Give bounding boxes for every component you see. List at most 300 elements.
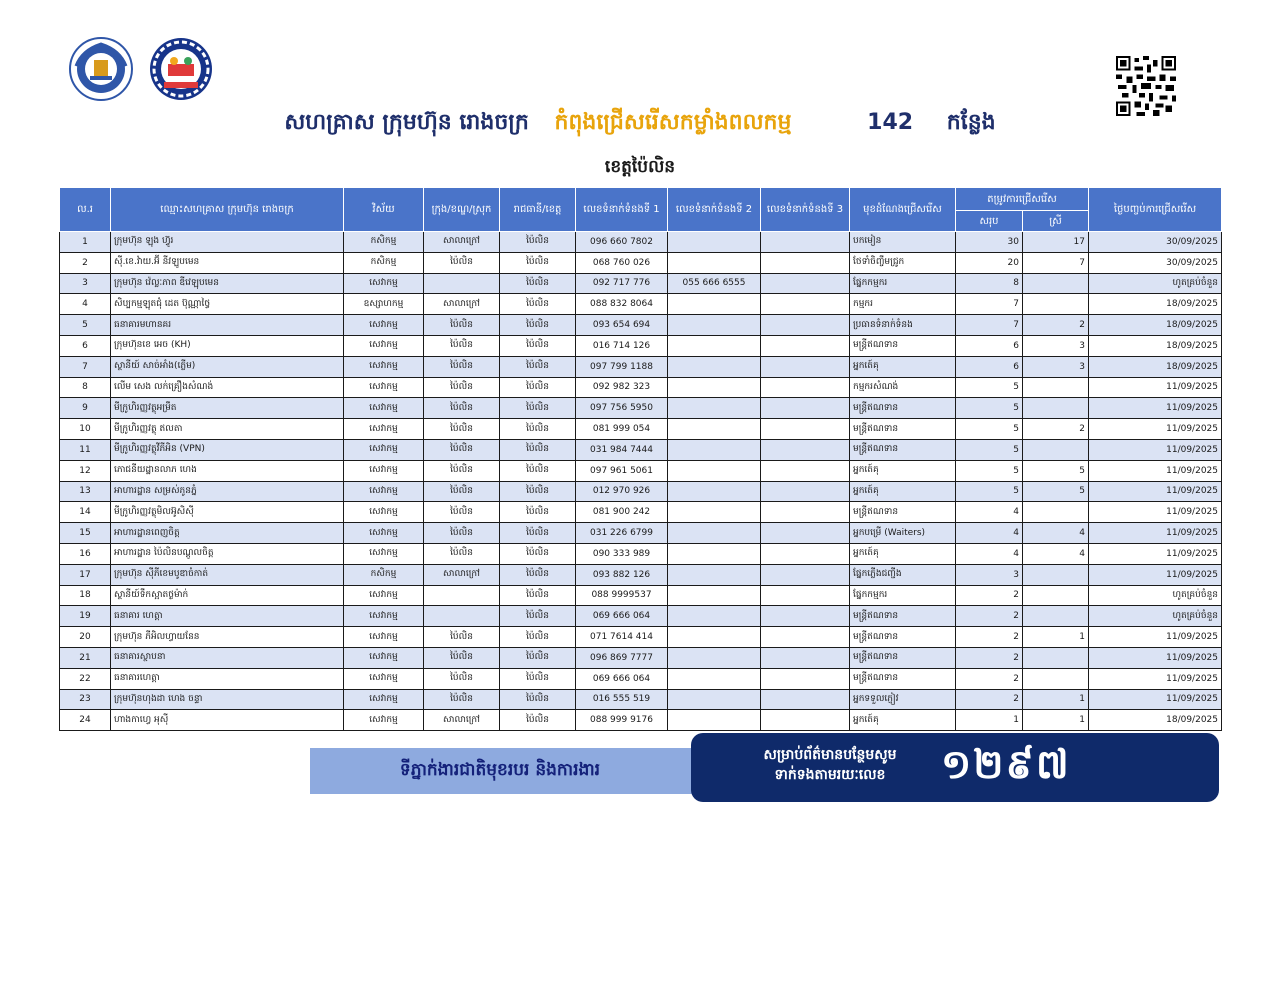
cell-phone3 xyxy=(761,647,850,668)
cell-no: 24 xyxy=(60,710,111,731)
cell-phone1: 016 555 519 xyxy=(576,689,668,710)
cell-sector: សេវាកម្ម xyxy=(344,502,424,523)
table-row xyxy=(60,294,1222,315)
cell-position: ថែទាំចិញ្ចឹមជ្រូក xyxy=(850,252,956,273)
table-row xyxy=(60,481,1222,502)
cell-female: 5 xyxy=(1023,481,1089,502)
table-row xyxy=(60,398,1222,419)
cell-name: ក្រុមហ៊ុនហុងដា ហេង ចន្ទា xyxy=(111,689,344,710)
cell-deadline: 18/09/2025 xyxy=(1089,335,1222,356)
cell-phone3 xyxy=(761,439,850,460)
cell-position: មន្ត្រីឥណទាន xyxy=(850,606,956,627)
agency-name: ទីភ្នាក់ងារជាតិមុខរបរ និងការងារ xyxy=(399,759,601,780)
cell-no: 6 xyxy=(60,335,111,356)
hotline-info-line2: ទាក់ទងតាមរយៈលេខ xyxy=(774,767,886,783)
cell-female: 3 xyxy=(1023,335,1089,356)
cell-district: ប៉ៃលិន xyxy=(424,315,500,336)
cell-female: 2 xyxy=(1023,315,1089,336)
cell-phone2 xyxy=(668,419,761,440)
qr-code-icon xyxy=(1116,56,1176,116)
title-unit: កន្លែង xyxy=(946,110,996,135)
cell-province: ប៉ៃលិន xyxy=(500,419,576,440)
cell-position: អ្នកតេ៍គុ xyxy=(850,356,956,377)
cell-position: អ្នកតេ៍គុ xyxy=(850,460,956,481)
title-recruiting: កំពុងជ្រើសរើសកម្លាំងពលកម្ម xyxy=(554,110,792,135)
cell-sector: សេវាកម្ម xyxy=(344,398,424,419)
cell-name: អាហារដ្ឋានពេញចិត្ត xyxy=(111,523,344,544)
cell-female: 4 xyxy=(1023,543,1089,564)
cell-sector: កសិកម្ម xyxy=(344,252,424,273)
cell-sector: សេវាកម្ម xyxy=(344,543,424,564)
cell-phone3 xyxy=(761,668,850,689)
cell-deadline: 11/09/2025 xyxy=(1089,419,1222,440)
header-deadline: ថ្ងៃបញ្ចប់ការជ្រើសរើស xyxy=(1089,188,1222,232)
cell-phone3 xyxy=(761,585,850,606)
header-total: សរុប xyxy=(956,211,1023,232)
cell-deadline: 18/09/2025 xyxy=(1089,356,1222,377)
cell-deadline: 11/09/2025 xyxy=(1089,502,1222,523)
cell-name: ក្រុមហ៊ុនខេ អេច (KH) xyxy=(111,335,344,356)
cell-name: មីក្រូហិរញ្ញវត្ថុវីភីអិន (VPN) xyxy=(111,439,344,460)
cell-total: 5 xyxy=(956,481,1023,502)
cell-phone1: 068 760 026 xyxy=(576,252,668,273)
cell-total: 5 xyxy=(956,460,1023,481)
cell-phone2 xyxy=(668,377,761,398)
cell-district: ប៉ៃលិន xyxy=(424,335,500,356)
cell-phone2 xyxy=(668,232,761,253)
table-row xyxy=(60,335,1222,356)
cell-phone3 xyxy=(761,710,850,731)
cell-deadline: 11/09/2025 xyxy=(1089,460,1222,481)
hotline-info xyxy=(735,745,925,785)
cell-name: ធនាគារ ហេត្តា xyxy=(111,606,344,627)
cell-phone1: 097 799 1188 xyxy=(576,356,668,377)
cell-district: ប៉ៃលិន xyxy=(424,689,500,710)
cell-phone1: 031 226 6799 xyxy=(576,523,668,544)
cell-phone3 xyxy=(761,419,850,440)
cell-total: 5 xyxy=(956,377,1023,398)
cell-female xyxy=(1023,502,1089,523)
cell-position: កម្មករ xyxy=(850,294,956,315)
ministry-seal-icon xyxy=(68,36,134,102)
cell-deadline: 18/09/2025 xyxy=(1089,315,1222,336)
table-row xyxy=(60,502,1222,523)
header-sector: វិស័យ xyxy=(344,188,424,232)
cell-female: 5 xyxy=(1023,460,1089,481)
cell-province: ប៉ៃលិន xyxy=(500,564,576,585)
table-row xyxy=(60,647,1222,668)
cell-no: 9 xyxy=(60,398,111,419)
cell-deadline: 18/09/2025 xyxy=(1089,710,1222,731)
cell-deadline: 11/09/2025 xyxy=(1089,564,1222,585)
cell-province: ប៉ៃលិន xyxy=(500,543,576,564)
cell-position: បកមៀន xyxy=(850,232,956,253)
cell-position: អ្នកបម្រើ (Waiters) xyxy=(850,523,956,544)
cell-female xyxy=(1023,585,1089,606)
cell-district: ប៉ៃលិន xyxy=(424,377,500,398)
cell-phone3 xyxy=(761,543,850,564)
cell-name: អាហារដ្ឋាន ប៉ៃលិនបណ្ដូលចិត្ត xyxy=(111,543,344,564)
province-subtitle: ខេត្តប៉ៃលិន xyxy=(604,157,676,177)
cell-district xyxy=(424,606,500,627)
cell-name: ក្រុមហ៊ុន ស៊ីភីខេមបូឌាចំកាត់ xyxy=(111,564,344,585)
cell-no: 23 xyxy=(60,689,111,710)
cell-phone3 xyxy=(761,606,850,627)
cell-name: ក្រុមហ៊ុន ភីអិលហ្វាយនែន xyxy=(111,627,344,648)
cell-sector: សេវាកម្ម xyxy=(344,647,424,668)
cell-name: ស្ថានីយ៍ សាច់អាំង(ភ្លើម) xyxy=(111,356,344,377)
cell-sector: សេវាកម្ម xyxy=(344,710,424,731)
cell-female xyxy=(1023,398,1089,419)
cell-phone1: 031 984 7444 xyxy=(576,439,668,460)
cell-no: 18 xyxy=(60,585,111,606)
cell-phone3 xyxy=(761,273,850,294)
cell-district: ប៉ៃលិន xyxy=(424,502,500,523)
cell-female xyxy=(1023,273,1089,294)
cell-phone3 xyxy=(761,564,850,585)
cell-phone3 xyxy=(761,460,850,481)
cell-sector: សេវាកម្ម xyxy=(344,273,424,294)
cell-no: 10 xyxy=(60,419,111,440)
cell-position: មន្ត្រីឥណទាន xyxy=(850,502,956,523)
cell-position: កម្មករសំណង់ xyxy=(850,377,956,398)
cell-name: ធនាគារមហានគរ xyxy=(111,315,344,336)
cell-name: ស៊ី.ខេ.វ៉ាយ.អ៊ី នីវឡូបមេន xyxy=(111,252,344,273)
cell-sector: សេវាកម្ម xyxy=(344,356,424,377)
cell-phone1: 096 660 7802 xyxy=(576,232,668,253)
cell-district: សាលាក្រៅ xyxy=(424,232,500,253)
cell-no: 1 xyxy=(60,232,111,253)
cell-phone2 xyxy=(668,585,761,606)
cell-female: 4 xyxy=(1023,523,1089,544)
cell-total: 3 xyxy=(956,564,1023,585)
cell-position: អ្នកតេ៍គុ xyxy=(850,481,956,502)
cell-total: 5 xyxy=(956,439,1023,460)
cell-phone2 xyxy=(668,439,761,460)
cell-total: 4 xyxy=(956,543,1023,564)
cell-phone2 xyxy=(668,252,761,273)
cell-phone1: 093 882 126 xyxy=(576,564,668,585)
cell-sector: សេវាកម្ម xyxy=(344,585,424,606)
table-row xyxy=(60,232,1222,253)
cell-phone1: 081 900 242 xyxy=(576,502,668,523)
cell-deadline: 30/09/2025 xyxy=(1089,232,1222,253)
cell-total: 1 xyxy=(956,710,1023,731)
cell-deadline: 11/09/2025 xyxy=(1089,523,1222,544)
cell-deadline: 11/09/2025 xyxy=(1089,627,1222,648)
hotline-banner xyxy=(691,733,1219,802)
cell-phone1: 081 999 054 xyxy=(576,419,668,440)
cell-sector: សេវាកម្ម xyxy=(344,419,424,440)
cell-no: 14 xyxy=(60,502,111,523)
cell-province: ប៉ៃលិន xyxy=(500,481,576,502)
cell-phone3 xyxy=(761,502,850,523)
hotline-number: ១២៩៧ xyxy=(941,742,1071,788)
cell-no: 17 xyxy=(60,564,111,585)
cell-sector: កសិកម្ម xyxy=(344,564,424,585)
cell-phone1: 069 666 064 xyxy=(576,606,668,627)
cell-position: អ្នកតេ៍គុ xyxy=(850,543,956,564)
cell-position: អ្នកទទួលភ្ញៀវ xyxy=(850,689,956,710)
cell-sector: សេវាកម្ម xyxy=(344,377,424,398)
cell-no: 3 xyxy=(60,273,111,294)
cell-deadline: 30/09/2025 xyxy=(1089,252,1222,273)
cell-sector: សេវាកម្ម xyxy=(344,627,424,648)
cell-female xyxy=(1023,377,1089,398)
header-position: មុខដំណែងជ្រើសរើស xyxy=(850,188,956,232)
cell-district: ប៉ៃលិន xyxy=(424,647,500,668)
cell-deadline: 11/09/2025 xyxy=(1089,481,1222,502)
cell-phone3 xyxy=(761,523,850,544)
job-vacancy-table xyxy=(59,187,1222,731)
cell-sector: សេវាកម្ម xyxy=(344,315,424,336)
cell-phone1: 012 970 926 xyxy=(576,481,668,502)
cell-province: ប៉ៃលិន xyxy=(500,294,576,315)
cell-no: 5 xyxy=(60,315,111,336)
cell-no: 16 xyxy=(60,543,111,564)
cell-phone2 xyxy=(668,606,761,627)
cell-phone1: 016 714 126 xyxy=(576,335,668,356)
header-no: ល.រ xyxy=(60,188,111,232)
cell-phone3 xyxy=(761,232,850,253)
cell-phone3 xyxy=(761,398,850,419)
cell-sector: សេវាកម្ម xyxy=(344,439,424,460)
cell-phone1: 090 333 989 xyxy=(576,543,668,564)
cell-female: 3 xyxy=(1023,356,1089,377)
cell-province: ប៉ៃលិន xyxy=(500,460,576,481)
cell-no: 15 xyxy=(60,523,111,544)
cell-province: ប៉ៃលិន xyxy=(500,647,576,668)
cell-phone1: 088 832 8064 xyxy=(576,294,668,315)
table-row xyxy=(60,252,1222,273)
table-row xyxy=(60,689,1222,710)
cell-phone2 xyxy=(668,564,761,585)
cell-no: 20 xyxy=(60,627,111,648)
cell-position: មន្ត្រីឥណទាន xyxy=(850,419,956,440)
cell-total: 6 xyxy=(956,356,1023,377)
cell-position: មន្ត្រីឥណទាន xyxy=(850,647,956,668)
hotline-info-line1: សម្រាប់ព័ត៌មានបន្ថែមសូម xyxy=(763,747,897,763)
cell-no: 2 xyxy=(60,252,111,273)
cell-sector: សេវាកម្ម xyxy=(344,481,424,502)
cell-province: ប៉ៃលិន xyxy=(500,232,576,253)
cell-sector: សេវាកម្ម xyxy=(344,460,424,481)
cell-total: 7 xyxy=(956,315,1023,336)
cell-phone1: 092 982 323 xyxy=(576,377,668,398)
title-main: សហគ្រាស ក្រុមហ៊ុន រោងចក្រ xyxy=(284,110,529,135)
table-row xyxy=(60,627,1222,648)
cell-no: 22 xyxy=(60,668,111,689)
cell-sector: កសិកម្ម xyxy=(344,232,424,253)
cell-sector: ឧស្សាហកម្ម xyxy=(344,294,424,315)
cell-female: 17 xyxy=(1023,232,1089,253)
cell-name: ក្រុមហ៊ុន ឡុង ហ៊្វូរ xyxy=(111,232,344,253)
cell-female: 1 xyxy=(1023,627,1089,648)
cell-province: ប៉ៃលិន xyxy=(500,606,576,627)
cell-deadline: 11/09/2025 xyxy=(1089,668,1222,689)
cell-province: ប៉ៃលិន xyxy=(500,273,576,294)
cell-deadline: ហូតគ្រប់ចំនួន xyxy=(1089,606,1222,627)
cell-name: ហាងកាហ្វេ អុស៊ី xyxy=(111,710,344,731)
cell-total: 8 xyxy=(956,273,1023,294)
cell-district: ប៉ៃលិន xyxy=(424,356,500,377)
cell-district: ប៉ៃលិន xyxy=(424,627,500,648)
cell-female xyxy=(1023,647,1089,668)
cell-province: ប៉ៃលិន xyxy=(500,710,576,731)
header-phone3: លេខទំនាក់ទំនងទី 3 xyxy=(761,188,850,232)
cell-phone3 xyxy=(761,315,850,336)
cell-phone1: 097 961 5061 xyxy=(576,460,668,481)
cell-no: 7 xyxy=(60,356,111,377)
table-row xyxy=(60,523,1222,544)
cell-total: 2 xyxy=(956,647,1023,668)
cell-deadline: 11/09/2025 xyxy=(1089,377,1222,398)
cell-province: ប៉ៃលិន xyxy=(500,356,576,377)
cell-district: ប៉ៃលិន xyxy=(424,398,500,419)
cell-position: ផ្នែកភ្លើងជញ្ជីង xyxy=(850,564,956,585)
cell-district: ប៉ៃលិន xyxy=(424,439,500,460)
cell-district: សាលាក្រៅ xyxy=(424,294,500,315)
cell-phone2 xyxy=(668,481,761,502)
header-phone2: លេខទំនាក់ទំនងទី 2 xyxy=(668,188,761,232)
cell-total: 2 xyxy=(956,606,1023,627)
cell-phone3 xyxy=(761,335,850,356)
cell-total: 4 xyxy=(956,523,1023,544)
cell-phone2 xyxy=(668,523,761,544)
cell-phone3 xyxy=(761,481,850,502)
cell-female xyxy=(1023,606,1089,627)
cell-name: លើម សេង លក់គ្រឿងសំណង់ xyxy=(111,377,344,398)
cell-female: 7 xyxy=(1023,252,1089,273)
table-row xyxy=(60,460,1222,481)
cell-no: 8 xyxy=(60,377,111,398)
cell-position: មន្ត្រីឥណទាន xyxy=(850,335,956,356)
cell-name: ធនាគារស្ថាបនា xyxy=(111,647,344,668)
cell-total: 4 xyxy=(956,502,1023,523)
cell-phone1: 097 756 5950 xyxy=(576,398,668,419)
cell-name: ធនាគារហេត្តា xyxy=(111,668,344,689)
cell-position: ផ្នែកកម្មករ xyxy=(850,585,956,606)
cell-phone3 xyxy=(761,294,850,315)
cell-district: សាលាក្រៅ xyxy=(424,710,500,731)
cell-deadline: 11/09/2025 xyxy=(1089,439,1222,460)
cell-province: ប៉ៃលិន xyxy=(500,523,576,544)
cell-province: ប៉ៃលិន xyxy=(500,689,576,710)
cell-phone2 xyxy=(668,647,761,668)
cell-district: ប៉ៃលិន xyxy=(424,481,500,502)
cell-total: 7 xyxy=(956,294,1023,315)
header-female: ស្រី xyxy=(1023,211,1089,232)
cell-name: អាហារដ្ឋាន សម្រស់ភូនភ្នំ xyxy=(111,481,344,502)
cell-province: ប៉ៃលិន xyxy=(500,335,576,356)
cell-phone2 xyxy=(668,356,761,377)
cell-district xyxy=(424,273,500,294)
cell-phone2 xyxy=(668,315,761,336)
cell-district: ប៉ៃលិន xyxy=(424,523,500,544)
table-row xyxy=(60,273,1222,294)
cell-phone1: 088 9999537 xyxy=(576,585,668,606)
cell-sector: សេវាកម្ម xyxy=(344,668,424,689)
title-count: 142 xyxy=(867,110,914,135)
cell-deadline: 11/09/2025 xyxy=(1089,647,1222,668)
cell-position: មន្ត្រីឥណទាន xyxy=(850,439,956,460)
cell-district xyxy=(424,585,500,606)
cell-total: 2 xyxy=(956,585,1023,606)
cell-phone1: 069 666 064 xyxy=(576,668,668,689)
cell-name: ក្រុមហ៊ុន វ៉េល្លៈភាព ឌីវេឡុបមេន xyxy=(111,273,344,294)
cell-district: ប៉ៃលិន xyxy=(424,460,500,481)
cell-district: សាលាក្រៅ xyxy=(424,564,500,585)
cell-sector: សេវាកម្ម xyxy=(344,606,424,627)
cell-province: ប៉ៃលិន xyxy=(500,627,576,648)
table-row xyxy=(60,377,1222,398)
cell-name: ភោជនីយដ្ឋានលាភ ហេង xyxy=(111,460,344,481)
cell-female: 1 xyxy=(1023,689,1089,710)
cell-province: ប៉ៃលិន xyxy=(500,315,576,336)
cell-name: ស្ថានីយ៍ទឹកស្អាតថ្ងម៉ាក់ xyxy=(111,585,344,606)
cell-position: មន្ត្រីឥណទាន xyxy=(850,627,956,648)
table-row xyxy=(60,606,1222,627)
cell-phone3 xyxy=(761,689,850,710)
table-row xyxy=(60,710,1222,731)
table-row xyxy=(60,315,1222,336)
cell-district: ប៉ៃលិន xyxy=(424,543,500,564)
cell-no: 11 xyxy=(60,439,111,460)
cell-phone1: 092 717 776 xyxy=(576,273,668,294)
cell-province: ប៉ៃលិន xyxy=(500,377,576,398)
table-row xyxy=(60,356,1222,377)
cell-province: ប៉ៃលិន xyxy=(500,398,576,419)
cell-deadline: ហូតគ្រប់ចំនួន xyxy=(1089,273,1222,294)
employment-agency-gear-icon xyxy=(148,36,214,102)
cell-phone2 xyxy=(668,460,761,481)
cell-phone2 xyxy=(668,294,761,315)
cell-total: 2 xyxy=(956,668,1023,689)
agency-banner xyxy=(310,748,730,794)
cell-phone3 xyxy=(761,252,850,273)
cell-district: ប៉ៃលិន xyxy=(424,419,500,440)
table-row xyxy=(60,668,1222,689)
cell-total: 2 xyxy=(956,627,1023,648)
cell-female: 1 xyxy=(1023,710,1089,731)
cell-sector: សេវាកម្ម xyxy=(344,689,424,710)
cell-phone1: 071 7614 414 xyxy=(576,627,668,648)
table-row xyxy=(60,543,1222,564)
cell-phone1: 096 869 7777 xyxy=(576,647,668,668)
cell-position: មន្ត្រីឥណទាន xyxy=(850,398,956,419)
cell-position: ប្រធានទំនាក់ទំនង xyxy=(850,315,956,336)
cell-female xyxy=(1023,668,1089,689)
cell-province: ប៉ៃលិន xyxy=(500,439,576,460)
cell-phone1: 093 654 694 xyxy=(576,315,668,336)
cell-deadline: 11/09/2025 xyxy=(1089,398,1222,419)
cell-deadline: 11/09/2025 xyxy=(1089,689,1222,710)
cell-province: ប៉ៃលិន xyxy=(500,252,576,273)
cell-total: 6 xyxy=(956,335,1023,356)
cell-total: 5 xyxy=(956,419,1023,440)
cell-province: ប៉ៃលិន xyxy=(500,585,576,606)
cell-phone2 xyxy=(668,627,761,648)
cell-total: 2 xyxy=(956,689,1023,710)
cell-no: 13 xyxy=(60,481,111,502)
cell-position: ផ្នែកកម្មករ xyxy=(850,273,956,294)
table-body xyxy=(60,232,1222,731)
header-district: ក្រុង/ខណ្ឌ/ស្រុក xyxy=(424,188,500,232)
cell-no: 19 xyxy=(60,606,111,627)
cell-deadline: 18/09/2025 xyxy=(1089,294,1222,315)
table-row xyxy=(60,439,1222,460)
cell-female xyxy=(1023,564,1089,585)
